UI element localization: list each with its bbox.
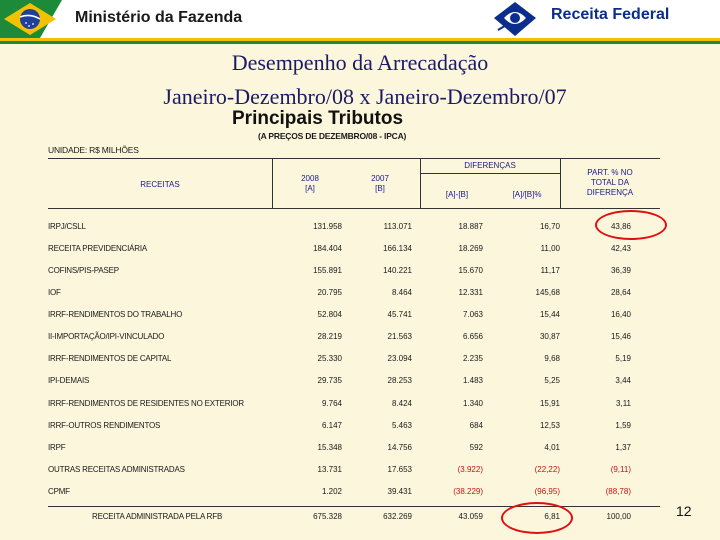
cell-diff: 592 [469, 443, 483, 452]
total-cell-part: 100,00 [606, 512, 631, 521]
row-label: IPI-DEMAIS [48, 376, 90, 385]
cell-v2008: 13.731 [317, 465, 342, 474]
row-label: IRRF-OUTROS RENDIMENTOS [48, 421, 161, 430]
cell-v2008: 184.404 [313, 244, 342, 253]
cell-v2007: 5.463 [391, 421, 412, 430]
cell-part: 15,46 [610, 332, 631, 341]
cell-part: 16,40 [610, 310, 631, 319]
cell-pct: 12,53 [539, 421, 560, 430]
cell-diff: 1.340 [462, 399, 483, 408]
table-top-rule [48, 158, 660, 159]
cell-v2008: 6.147 [321, 421, 342, 430]
total-cell-pct: 6,81 [544, 512, 560, 521]
cell-v2008: 25.330 [317, 354, 342, 363]
cell-v2008: 20.795 [317, 288, 342, 297]
header-divider [560, 158, 561, 208]
cell-pct: 11,17 [540, 266, 560, 275]
cell-v2008: 1.202 [321, 487, 342, 496]
header-2008: 2008 [A] [301, 174, 319, 193]
cell-diff: 1.483 [462, 376, 483, 385]
cell-v2007: 23.094 [387, 354, 412, 363]
header-diff-abs: [A]-[B] [445, 190, 469, 199]
cell-v2008: 131.958 [313, 222, 342, 231]
cell-v2008: 9.764 [321, 399, 342, 408]
cell-v2007: 39.431 [387, 487, 412, 496]
cell-pct: 145,68 [535, 288, 560, 297]
cell-diff: (38.229) [453, 487, 483, 496]
total-cell-v2007: 632.269 [383, 512, 412, 521]
cell-v2008: 28.219 [317, 332, 342, 341]
cell-part: 1,37 [615, 443, 631, 452]
receita-federal-lion-icon [492, 0, 538, 38]
row-label: RECEITA PREVIDENCIÁRIA [48, 244, 148, 253]
cell-pct: 11,00 [540, 244, 560, 253]
cell-part: (9,11) [610, 465, 631, 474]
cell-v2007: 166.134 [383, 244, 412, 253]
row-label: II-IMPORTAÇÃO/IPI-VINCULADO [48, 332, 165, 341]
header-divider [272, 158, 273, 208]
cell-diff: (3.922) [457, 465, 483, 474]
cell-diff: 6.656 [462, 332, 483, 341]
header [0, 0, 720, 42]
slide-subtitle: Janeiro-Dezembro/08 x Janeiro-Dezembro/07 [163, 84, 567, 109]
cell-pct: (22,22) [534, 465, 560, 474]
row-label: IRRF-RENDIMENTOS DE RESIDENTES NO EXTERIOR [48, 399, 244, 408]
header-green-stripe [0, 41, 720, 44]
header-receitas: RECEITAS [140, 180, 180, 189]
cell-part: 1,59 [615, 421, 631, 430]
row-label: IRRF-RENDIMENTOS DO TRABALHO [48, 310, 183, 319]
row-label: IRPJ/CSLL [48, 222, 86, 231]
cell-v2007: 113.071 [383, 222, 412, 231]
row-label: OUTRAS RECEITAS ADMINISTRADAS [48, 465, 185, 474]
revenue-table [40, 128, 670, 528]
cell-diff: 2.235 [462, 354, 483, 363]
row-label: IRPF [48, 443, 66, 452]
cell-v2007: 21.563 [387, 332, 412, 341]
differences-rule [420, 173, 560, 174]
ministry-name: Ministério da Fazenda [75, 9, 243, 26]
total-cell-v2008: 675.328 [313, 512, 342, 521]
slide-number: 12 [676, 503, 692, 519]
cell-v2007: 8.464 [391, 288, 412, 297]
row-label: IRRF-RENDIMENTOS DE CAPITAL [48, 354, 172, 363]
section-title: Principais Tributos [232, 108, 404, 129]
cell-diff: 15.670 [458, 266, 483, 275]
cell-v2007: 17.653 [387, 465, 412, 474]
cell-part: 3,44 [615, 376, 631, 385]
cell-v2008: 52.804 [317, 310, 342, 319]
cell-part: 28,64 [610, 288, 631, 297]
cell-part: (88,78) [605, 487, 631, 496]
cell-v2007: 8.424 [391, 399, 412, 408]
cell-pct: 9,68 [544, 354, 560, 363]
brazil-coat-of-arms-icon [0, 0, 62, 38]
cell-pct: 4,01 [544, 443, 560, 452]
cell-pct: 16,70 [539, 222, 560, 231]
cell-diff: 18.887 [458, 222, 483, 231]
receita-federal-name: Receita Federal [551, 6, 670, 23]
header-diff-pct: [A]/[B]% [512, 190, 542, 199]
cell-v2008: 15.348 [317, 443, 342, 452]
total-label: RECEITA ADMINISTRADA PELA RFB [92, 512, 223, 521]
cell-pct: (96,95) [534, 487, 560, 496]
cell-part: 43,86 [610, 222, 631, 231]
price-note: (A PREÇOS DE DEZEMBRO/08 - IPCA) [258, 131, 407, 141]
cell-part: 3,11 [616, 399, 631, 408]
cell-diff: 684 [469, 421, 483, 430]
header-bottom-rule [48, 208, 660, 209]
total-rule [48, 506, 660, 507]
cell-v2008: 155.891 [313, 266, 342, 275]
slide-title: Desempenho da Arrecadação [231, 50, 489, 75]
cell-diff: 18.269 [458, 244, 483, 253]
cell-diff: 12.331 [458, 288, 483, 297]
cell-diff: 7.063 [462, 310, 483, 319]
cell-part: 36,39 [610, 266, 631, 275]
cell-pct: 15,91 [539, 399, 560, 408]
row-label: IOF [48, 288, 61, 297]
cell-v2008: 29.735 [317, 376, 342, 385]
cell-v2007: 45.741 [387, 310, 412, 319]
cell-pct: 30,87 [539, 332, 560, 341]
highlight-circle-total [501, 502, 573, 534]
cell-pct: 5,25 [544, 376, 560, 385]
cell-part: 42,43 [610, 244, 631, 253]
header-divider [420, 158, 421, 208]
row-label: COFINS/PIS-PASEP [48, 266, 119, 275]
cell-v2007: 14.756 [387, 443, 412, 452]
cell-pct: 15,44 [539, 310, 560, 319]
unit-label: UNIDADE: R$ MILHÕES [48, 145, 139, 155]
header-participation: PART. % NO TOTAL DA DIFERENÇA [586, 168, 634, 197]
total-cell-diff: 43.059 [458, 512, 483, 521]
highlight-circle-irpj [595, 210, 667, 240]
cell-v2007: 140.221 [383, 266, 412, 275]
header-2007: 2007 [B] [371, 174, 389, 193]
header-diferencas: DIFERENÇAS [464, 161, 516, 170]
cell-part: 5,19 [615, 354, 631, 363]
row-label: CPMF [48, 487, 70, 496]
cell-v2007: 28.253 [387, 376, 412, 385]
